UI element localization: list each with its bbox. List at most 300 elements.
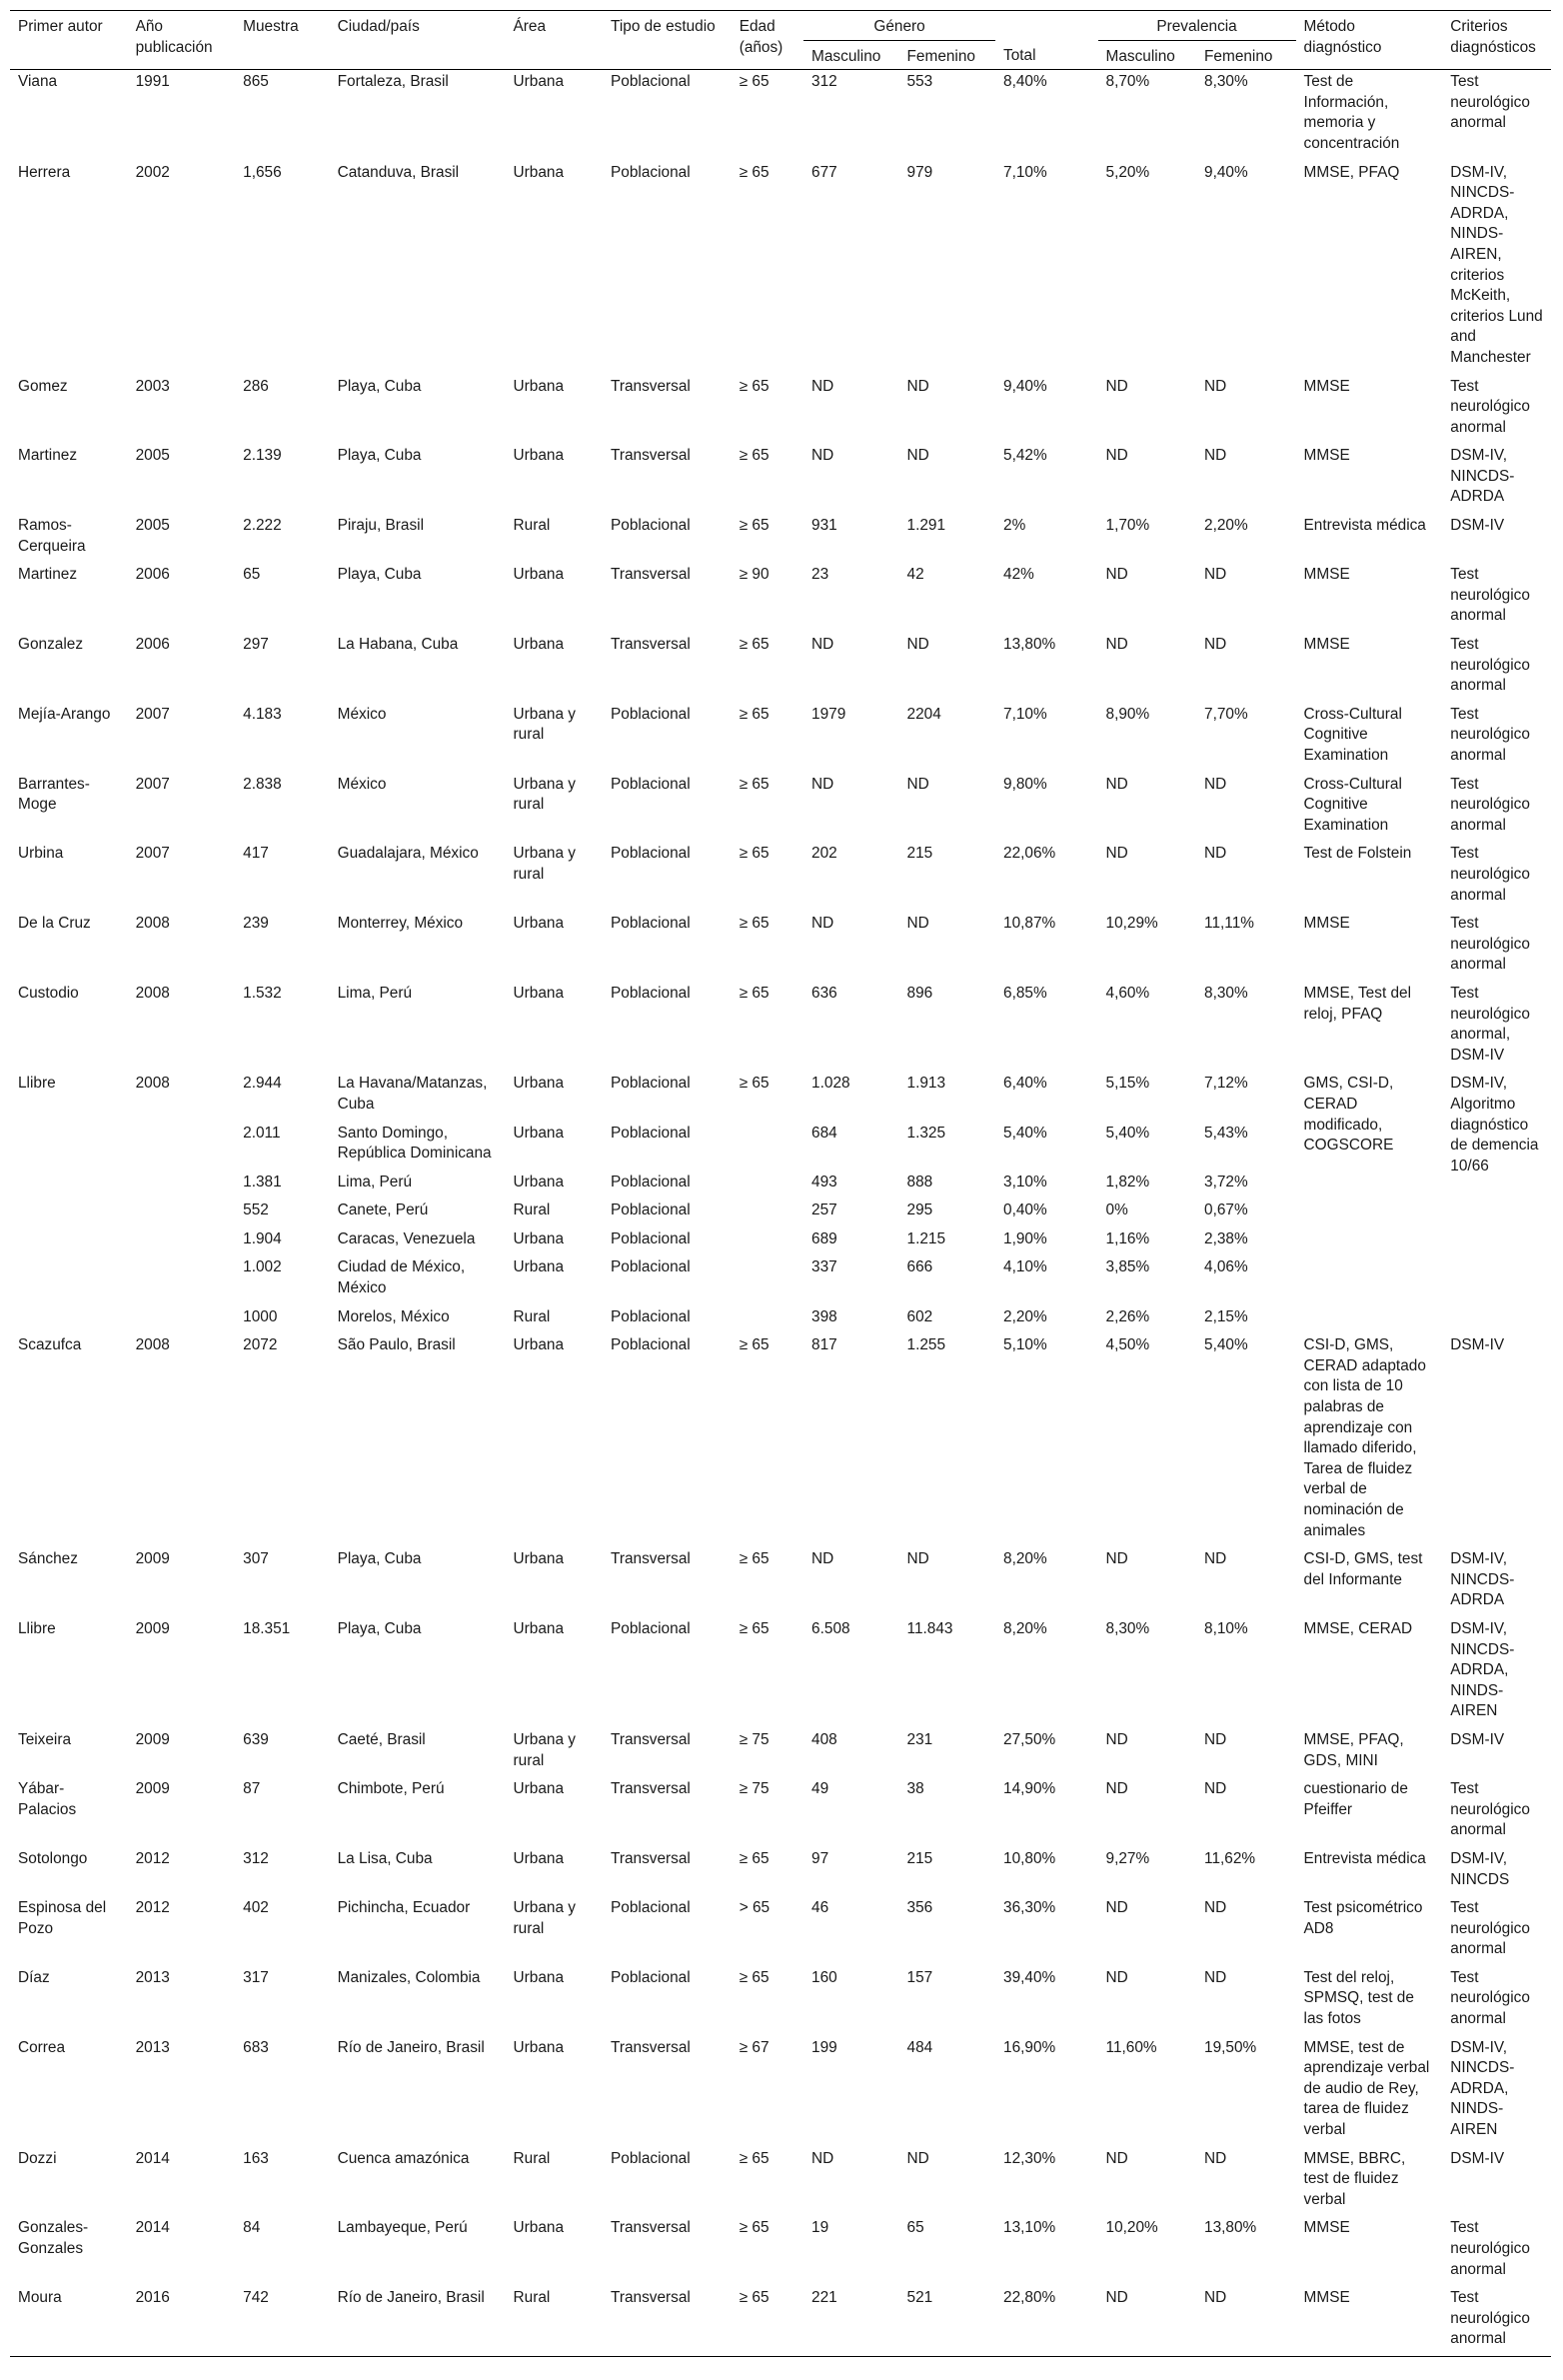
female-count-cell: ND <box>906 915 929 933</box>
male-count-cell: 23 <box>811 566 829 584</box>
sample-cell: 2.222 <box>243 517 282 535</box>
male-count-cell: 1979 <box>811 705 846 723</box>
female-count-cell: 231 <box>906 1730 933 1748</box>
method-cell: Cross-Cultural Cognitive Examination <box>1303 775 1402 834</box>
age-cell: ≥ 65 <box>739 73 770 91</box>
age-cell: ≥ 65 <box>739 377 770 395</box>
total-prevalence-cell: 6,40% <box>1003 1075 1047 1093</box>
method-cell: Test psicométrico AD8 <box>1303 1899 1423 1937</box>
city-cell: Fortaleza, Brasil <box>337 73 449 91</box>
method-cell: MMSE, PFAQ <box>1303 163 1400 181</box>
male-count-cell: 493 <box>811 1173 837 1190</box>
area-cell: Rural <box>513 1201 551 1219</box>
criteria-cell: DSM-IV, NINCDS <box>1450 1849 1510 1888</box>
total-prevalence-cell: 8,40% <box>1003 73 1047 91</box>
table-row <box>10 2147 1551 2217</box>
area-cell: Urbana <box>513 1229 565 1247</box>
header-muestra: Muestra <box>235 11 329 70</box>
city-cell: Playa, Cuba <box>337 1619 422 1637</box>
age-cell: ≥ 65 <box>739 845 770 863</box>
male-prevalence-cell: 5,20% <box>1105 163 1150 181</box>
author-cell: Gomez <box>18 377 68 395</box>
criteria-cell: Test neurológico anormal <box>1450 775 1530 834</box>
criteria-cell: Test neurológico anormal, DSM-IV <box>1450 984 1530 1064</box>
method-cell: CSI-D, GMS, CERAD adaptado con lista de 10 palabras de aprendizaje con llamado diferido, Tarea de fluidez verbal de nominación de animales <box>1303 1336 1426 1539</box>
area-cell: Urbana <box>513 1075 565 1093</box>
total-prevalence-cell: 5,40% <box>1003 1124 1047 1142</box>
sample-cell: 317 <box>243 1968 269 1986</box>
sample-cell: 683 <box>243 2038 269 2056</box>
criteria-cell: Test neurológico anormal <box>1450 1780 1530 1839</box>
female-prevalence-cell: 5,40% <box>1204 1336 1248 1354</box>
area-cell: Urbana <box>513 1550 565 1568</box>
female-count-cell: ND <box>906 2149 929 2167</box>
male-prevalence-cell: 5,15% <box>1105 1075 1150 1093</box>
author-cell: Correa <box>18 2038 66 2056</box>
author-cell: Llibre <box>18 1075 56 1093</box>
sample-cell: 402 <box>243 1899 269 1917</box>
author-cell: Ramos-Cerqueira <box>18 517 86 555</box>
male-prevalence-cell: ND <box>1105 1550 1128 1568</box>
table-row <box>10 375 1551 445</box>
author-cell: Sánchez <box>18 1550 78 1568</box>
female-prevalence-cell: ND <box>1204 447 1227 465</box>
female-prevalence-cell: 11,62% <box>1204 1849 1256 1867</box>
area-cell: Urbana <box>513 163 565 181</box>
table-row <box>10 1547 1551 1617</box>
sample-cell: 1.532 <box>243 984 282 1002</box>
study-type-cell: Poblacional <box>611 73 691 91</box>
area-cell: Urbana <box>513 1968 565 1986</box>
female-prevalence-cell: ND <box>1204 775 1227 793</box>
sample-cell: 2.944 <box>243 1075 282 1093</box>
header-total: Total <box>995 40 1098 70</box>
male-count-cell: 199 <box>811 2038 837 2056</box>
area-cell: Rural <box>506 2286 604 2356</box>
header-area: Área <box>506 11 604 70</box>
city-cell: Caracas, Venezuela <box>337 1229 476 1247</box>
study-type-cell: Poblacional <box>611 915 691 933</box>
male-prevalence-cell: ND <box>1105 1968 1128 1986</box>
female-prevalence-cell: ND <box>1204 1899 1227 1917</box>
male-count-cell: 312 <box>811 73 837 91</box>
total-prevalence-cell: 3,10% <box>1003 1173 1047 1190</box>
male-count-cell: 689 <box>811 1229 837 1247</box>
sample-cell: 286 <box>243 377 269 395</box>
female-prevalence-cell: 3,72% <box>1204 1173 1248 1190</box>
study-type-cell: Poblacional <box>611 705 691 723</box>
study-type-cell: Poblacional <box>611 1258 691 1276</box>
male-count-cell: 49 <box>811 1780 829 1798</box>
female-prevalence-cell: 8,30% <box>1204 73 1248 91</box>
female-prevalence-cell: 11,11% <box>1204 915 1254 933</box>
age-cell: ≥ 65 <box>739 775 770 793</box>
area-cell: Urbana <box>513 377 565 395</box>
total-prevalence-cell: 39,40% <box>1003 1968 1056 1986</box>
year-cell: 2016 <box>128 2286 236 2356</box>
table-row <box>10 1966 1551 2036</box>
sample-cell: 2.139 <box>243 447 282 465</box>
header-genero: Género <box>803 11 995 41</box>
criteria-cell: DSM-IV <box>1450 517 1505 535</box>
method-cell: MMSE <box>1296 2286 1443 2356</box>
sample-cell: 307 <box>243 1550 269 1568</box>
year-cell: 2005 <box>135 517 170 535</box>
male-prevalence-cell: ND <box>1105 377 1128 395</box>
female-count-cell: 979 <box>906 163 933 181</box>
area-cell: Urbana y rural <box>513 705 576 744</box>
header-edad: Edad (años) <box>732 11 803 70</box>
study-type-cell: Poblacional <box>611 1619 691 1637</box>
year-cell: 2003 <box>135 377 170 395</box>
total-prevalence-cell: 10,80% <box>1003 1849 1056 1867</box>
female-count-cell: 1.325 <box>906 1124 946 1142</box>
total-prevalence-cell: 5,10% <box>1003 1336 1047 1354</box>
table-row <box>10 514 1551 563</box>
area-cell: Urbana <box>513 1849 565 1867</box>
male-prevalence-cell: ND <box>1105 1780 1128 1798</box>
area-cell: Urbana <box>513 447 565 465</box>
male-count-cell: 408 <box>811 1730 837 1748</box>
sample-cell: 312 <box>243 1849 269 1867</box>
method-cell: Test de Folstein <box>1303 845 1412 863</box>
header-anio: Año publicación <box>128 11 236 70</box>
table-row <box>10 1777 1551 1847</box>
criteria-cell: Test neurológico anormal <box>1450 1968 1530 2028</box>
male-count-cell: 160 <box>811 1968 837 1986</box>
male-prevalence-cell: ND <box>1105 1899 1128 1917</box>
header-prevalencia: Prevalencia <box>1098 11 1296 41</box>
age-cell: ≥ 65 <box>732 2286 803 2356</box>
year-cell: 2008 <box>135 1075 170 1093</box>
study-type-cell: Poblacional <box>611 1968 691 1986</box>
year-cell: 2007 <box>135 705 170 723</box>
table-row <box>10 1072 1551 1121</box>
age-cell: ≥ 65 <box>739 1968 770 1986</box>
author-cell: Mejía-Arango <box>18 705 111 723</box>
author-cell: Martinez <box>18 566 78 584</box>
city-cell: Catanduva, Brasil <box>337 163 460 181</box>
male-count-cell: 6.508 <box>811 1619 850 1637</box>
male-prevalence-cell: 0% <box>1105 1201 1128 1219</box>
area-cell: Urbana y rural <box>513 1899 576 1937</box>
female-count-cell: ND <box>906 377 929 395</box>
male-prevalence-cell: 1,70% <box>1105 517 1150 535</box>
male-prevalence-cell: ND <box>1105 447 1128 465</box>
city-cell: La Havana/Matanzas, Cuba <box>337 1075 488 1113</box>
criteria-cell: Test neurológico anormal <box>1442 2286 1551 2356</box>
female-count-cell: ND <box>906 1550 929 1568</box>
year-cell: 2009 <box>135 1780 170 1798</box>
method-cell: MMSE <box>1303 447 1350 465</box>
sample-cell: 1,656 <box>243 163 282 181</box>
area-cell: Urbana <box>513 1258 565 1276</box>
author-cell: Teixeira <box>18 1730 72 1748</box>
city-cell: México <box>337 705 387 723</box>
total-prevalence-cell: 2,20% <box>1003 1307 1047 1325</box>
male-count-cell: ND <box>811 636 834 654</box>
male-count-cell: 817 <box>811 1336 837 1354</box>
age-cell: ≥ 65 <box>739 705 770 723</box>
year-cell: 2009 <box>135 1550 170 1568</box>
age-cell: ≥ 65 <box>739 163 770 181</box>
area-cell: Urbana y rural <box>513 775 576 814</box>
female-prevalence-cell: ND <box>1204 377 1227 395</box>
city-cell: Ciudad de México, México <box>337 1258 466 1297</box>
total-prevalence-cell: 7,10% <box>1003 163 1047 181</box>
year-cell: 2008 <box>135 984 170 1002</box>
male-count-cell: ND <box>811 377 834 395</box>
city-cell: Lima, Perú <box>337 1173 413 1190</box>
total-prevalence-cell: 13,80% <box>1003 636 1056 654</box>
female-prevalence-cell: 7,70% <box>1204 705 1248 723</box>
male-count-cell: 636 <box>811 984 837 1002</box>
male-prevalence-cell: 11,60% <box>1105 2038 1157 2056</box>
table-row <box>10 161 1551 375</box>
area-cell: Urbana <box>513 984 565 1002</box>
method-cell: MMSE, PFAQ, GDS, MINI <box>1303 1730 1404 1769</box>
year-cell: 2014 <box>135 2149 170 2167</box>
total-prevalence-cell: 1,90% <box>1003 1229 1047 1247</box>
year-cell: 2013 <box>135 2038 170 2056</box>
area-cell: Urbana <box>513 915 565 933</box>
female-count-cell: 215 <box>906 845 933 863</box>
study-type-cell: Poblacional <box>611 517 691 535</box>
table-row <box>10 982 1551 1072</box>
city-cell: Cuenca amazónica <box>337 2149 470 2167</box>
female-prevalence-cell: ND <box>1204 1550 1227 1568</box>
male-count-cell: 257 <box>811 1201 837 1219</box>
city-cell: São Paulo, Brasil <box>337 1336 456 1354</box>
male-prevalence-cell: 9,27% <box>1105 1849 1150 1867</box>
age-cell: ≥ 65 <box>739 1075 770 1093</box>
male-count-cell: 202 <box>811 845 837 863</box>
female-prevalence-cell: ND <box>1204 2149 1227 2167</box>
method-cell: MMSE, BBRC, test de fluidez verbal <box>1303 2149 1406 2208</box>
year-cell: 1991 <box>135 73 170 91</box>
criteria-cell: Test neurológico anormal <box>1450 2219 1530 2278</box>
criteria-cell: DSM-IV, NINCDS-ADRDA <box>1450 447 1515 506</box>
female-prevalence-cell: ND <box>1204 1730 1227 1748</box>
female-count-cell: 2204 <box>906 705 941 723</box>
total-prevalence-cell: 8,20% <box>1003 1550 1047 1568</box>
male-count-cell: 684 <box>811 1124 837 1142</box>
author-cell: Martinez <box>18 447 78 465</box>
male-count-cell: 19 <box>811 2219 829 2237</box>
area-cell: Urbana <box>513 566 565 584</box>
table-row <box>10 2036 1551 2147</box>
study-type-cell: Transversal <box>611 377 691 395</box>
male-prevalence-cell: 8,30% <box>1105 1619 1150 1637</box>
male-prevalence-cell: 10,29% <box>1105 915 1158 933</box>
male-count-cell: ND <box>811 775 834 793</box>
year-cell: 2005 <box>135 447 170 465</box>
city-cell: Lima, Perú <box>337 984 413 1002</box>
age-cell: ≥ 65 <box>739 636 770 654</box>
city-cell: Caeté, Brasil <box>337 1730 426 1748</box>
total-prevalence-cell: 9,40% <box>1003 377 1047 395</box>
male-prevalence-cell: ND <box>1105 636 1128 654</box>
table-container <box>10 10 1551 2357</box>
study-type-cell: Transversal <box>611 566 691 584</box>
female-count-cell: 896 <box>906 984 933 1002</box>
method-cell: Cross-Cultural Cognitive Examination <box>1303 705 1402 764</box>
table-row <box>10 2286 1551 2356</box>
female-prevalence-cell: 2,15% <box>1204 1307 1248 1325</box>
total-prevalence-cell: 9,80% <box>1003 775 1047 793</box>
area-cell: Urbana <box>513 1173 565 1190</box>
author-cell: Díaz <box>18 1968 50 1986</box>
author-cell: De la Cruz <box>18 915 91 933</box>
sample-cell: 163 <box>243 2149 269 2167</box>
year-cell: 2008 <box>135 915 170 933</box>
table-row <box>10 1728 1551 1777</box>
female-count-cell: 157 <box>906 1968 933 1986</box>
table-row <box>10 633 1551 703</box>
study-type-cell: Transversal <box>611 1849 691 1867</box>
city-cell: Playa, Cuba <box>337 1550 422 1568</box>
area-cell: Urbana y rural <box>513 845 576 883</box>
author-cell: Yábar-Palacios <box>18 1780 77 1818</box>
table-body <box>10 70 1551 2357</box>
author-cell: Llibre <box>18 1619 56 1637</box>
table-header <box>10 11 1551 70</box>
female-count-cell: 38 <box>906 1780 924 1798</box>
area-cell: Urbana y rural <box>513 1730 576 1769</box>
female-count-cell: 11.843 <box>906 1619 953 1637</box>
female-count-cell: 521 <box>899 2286 995 2356</box>
table-row <box>10 1847 1551 1896</box>
female-count-cell: 42 <box>906 566 924 584</box>
author-cell: Barrantes-Moge <box>18 775 90 814</box>
total-prevalence-cell: 0,40% <box>1003 1201 1047 1219</box>
sample-cell: 865 <box>243 73 269 91</box>
header-metodo: Método diagnóstico <box>1296 11 1443 70</box>
female-prevalence-cell: 13,80% <box>1204 2219 1257 2237</box>
male-count-cell: 1.028 <box>811 1075 850 1093</box>
city-cell: La Lisa, Cuba <box>337 1849 433 1867</box>
method-cell: MMSE, CERAD <box>1303 1619 1413 1637</box>
area-cell: Urbana <box>513 2219 565 2237</box>
city-cell: Canete, Perú <box>337 1201 429 1219</box>
table-row <box>10 1896 1551 1966</box>
male-prevalence-cell: 8,70% <box>1105 73 1150 91</box>
method-cell: MMSE <box>1303 636 1350 654</box>
female-prevalence-cell: 2,20% <box>1204 517 1248 535</box>
total-prevalence-cell: 36,30% <box>1003 1899 1056 1917</box>
city-cell: Lambayeque, Perú <box>337 2219 468 2237</box>
male-prevalence-cell: ND <box>1105 566 1128 584</box>
age-cell: ≥ 65 <box>739 517 770 535</box>
city-cell: Piraju, Brasil <box>337 517 425 535</box>
sample-cell: 2072 <box>243 1336 278 1354</box>
male-prevalence-cell: 5,40% <box>1105 1124 1150 1142</box>
study-type-cell: Transversal <box>611 2219 691 2237</box>
area-cell: Urbana <box>513 1124 565 1142</box>
sample-cell: 742 <box>235 2286 329 2356</box>
age-cell: ≥ 65 <box>739 915 770 933</box>
study-type-cell: Poblacional <box>611 984 691 1002</box>
total-prevalence-cell: 5,42% <box>1003 447 1047 465</box>
study-type-cell: Poblacional <box>611 1075 691 1093</box>
area-cell: Urbana <box>513 1619 565 1637</box>
male-prevalence-cell: ND <box>1105 775 1128 793</box>
study-type-cell: Transversal <box>611 636 691 654</box>
method-cell: MMSE <box>1303 915 1350 933</box>
female-count-cell: ND <box>906 775 929 793</box>
female-count-cell: 1.913 <box>906 1075 946 1093</box>
male-prevalence-cell: ND <box>1105 1730 1128 1748</box>
female-count-cell: 65 <box>906 2219 924 2237</box>
city-cell: México <box>337 775 387 793</box>
sample-cell: 1.904 <box>243 1229 282 1247</box>
sample-cell: 4.183 <box>243 705 282 723</box>
study-type-cell: Transversal <box>611 1550 691 1568</box>
year-cell: 2012 <box>135 1899 170 1917</box>
sample-cell: 87 <box>243 1780 261 1798</box>
year-cell: 2007 <box>135 775 170 793</box>
sample-cell: 239 <box>243 915 269 933</box>
city-cell: Playa, Cuba <box>337 377 422 395</box>
female-count-cell: 1.255 <box>906 1336 946 1354</box>
table-row <box>10 1333 1551 1547</box>
total-prevalence-cell: 13,10% <box>1003 2219 1056 2237</box>
city-cell: Playa, Cuba <box>337 566 422 584</box>
sample-cell: 1.002 <box>243 1258 282 1276</box>
female-prevalence-cell: 5,43% <box>1204 1124 1248 1142</box>
total-prevalence-cell: 14,90% <box>1003 1780 1056 1798</box>
header-prev-masculino: Masculino <box>1098 40 1197 70</box>
sample-cell: 552 <box>243 1201 269 1219</box>
male-count-cell: ND <box>811 2149 834 2167</box>
area-cell: Urbana <box>513 73 565 91</box>
total-prevalence-cell: 8,20% <box>1003 1619 1047 1637</box>
female-count-cell: 1.291 <box>906 517 946 535</box>
male-count-cell: 677 <box>811 163 837 181</box>
method-cell: Entrevista médica <box>1303 1849 1426 1867</box>
area-cell: Urbana <box>513 1336 565 1354</box>
area-cell: Rural <box>513 2149 551 2167</box>
method-cell: cuestionario de Pfeiffer <box>1303 1780 1408 1818</box>
female-count-cell: 602 <box>906 1307 933 1325</box>
study-type-cell: Poblacional <box>611 775 691 793</box>
male-prevalence-cell: 10,20% <box>1105 2219 1158 2237</box>
city-cell: Santo Domingo, República Dominicana <box>337 1124 492 1163</box>
author-cell: Custodio <box>18 984 79 1002</box>
criteria-cell: DSM-IV, Algoritmo diagnóstico de demencia 10/66 <box>1450 1075 1539 1175</box>
female-prevalence-cell: ND <box>1204 1780 1227 1798</box>
year-cell: 2009 <box>135 1619 170 1637</box>
year-cell: 2002 <box>135 163 170 181</box>
method-cell: MMSE, test de aprendizaje verbal de audio de Rey, tarea de fluidez verbal <box>1303 2038 1430 2139</box>
dementia-prevalence-table <box>10 10 1551 2357</box>
table-row <box>10 842 1551 912</box>
study-type-cell: Poblacional <box>611 1124 691 1142</box>
city-cell: Río de Janeiro, Brasil <box>337 2038 485 2056</box>
female-count-cell: 1.215 <box>906 1229 946 1247</box>
female-prevalence-cell: 8,10% <box>1204 1619 1248 1637</box>
study-type-cell: Poblacional <box>611 1201 691 1219</box>
female-prevalence-cell: 4,06% <box>1204 1258 1248 1276</box>
male-prevalence-cell: 1,16% <box>1105 1229 1150 1247</box>
male-prevalence-cell: ND <box>1105 845 1128 863</box>
male-prevalence-cell: 1,82% <box>1105 1173 1150 1190</box>
male-prevalence-cell: 8,90% <box>1105 705 1150 723</box>
criteria-cell: DSM-IV <box>1450 1730 1505 1748</box>
age-cell: ≥ 75 <box>739 1730 770 1748</box>
male-count-cell: ND <box>811 915 834 933</box>
year-cell: 2006 <box>135 566 170 584</box>
